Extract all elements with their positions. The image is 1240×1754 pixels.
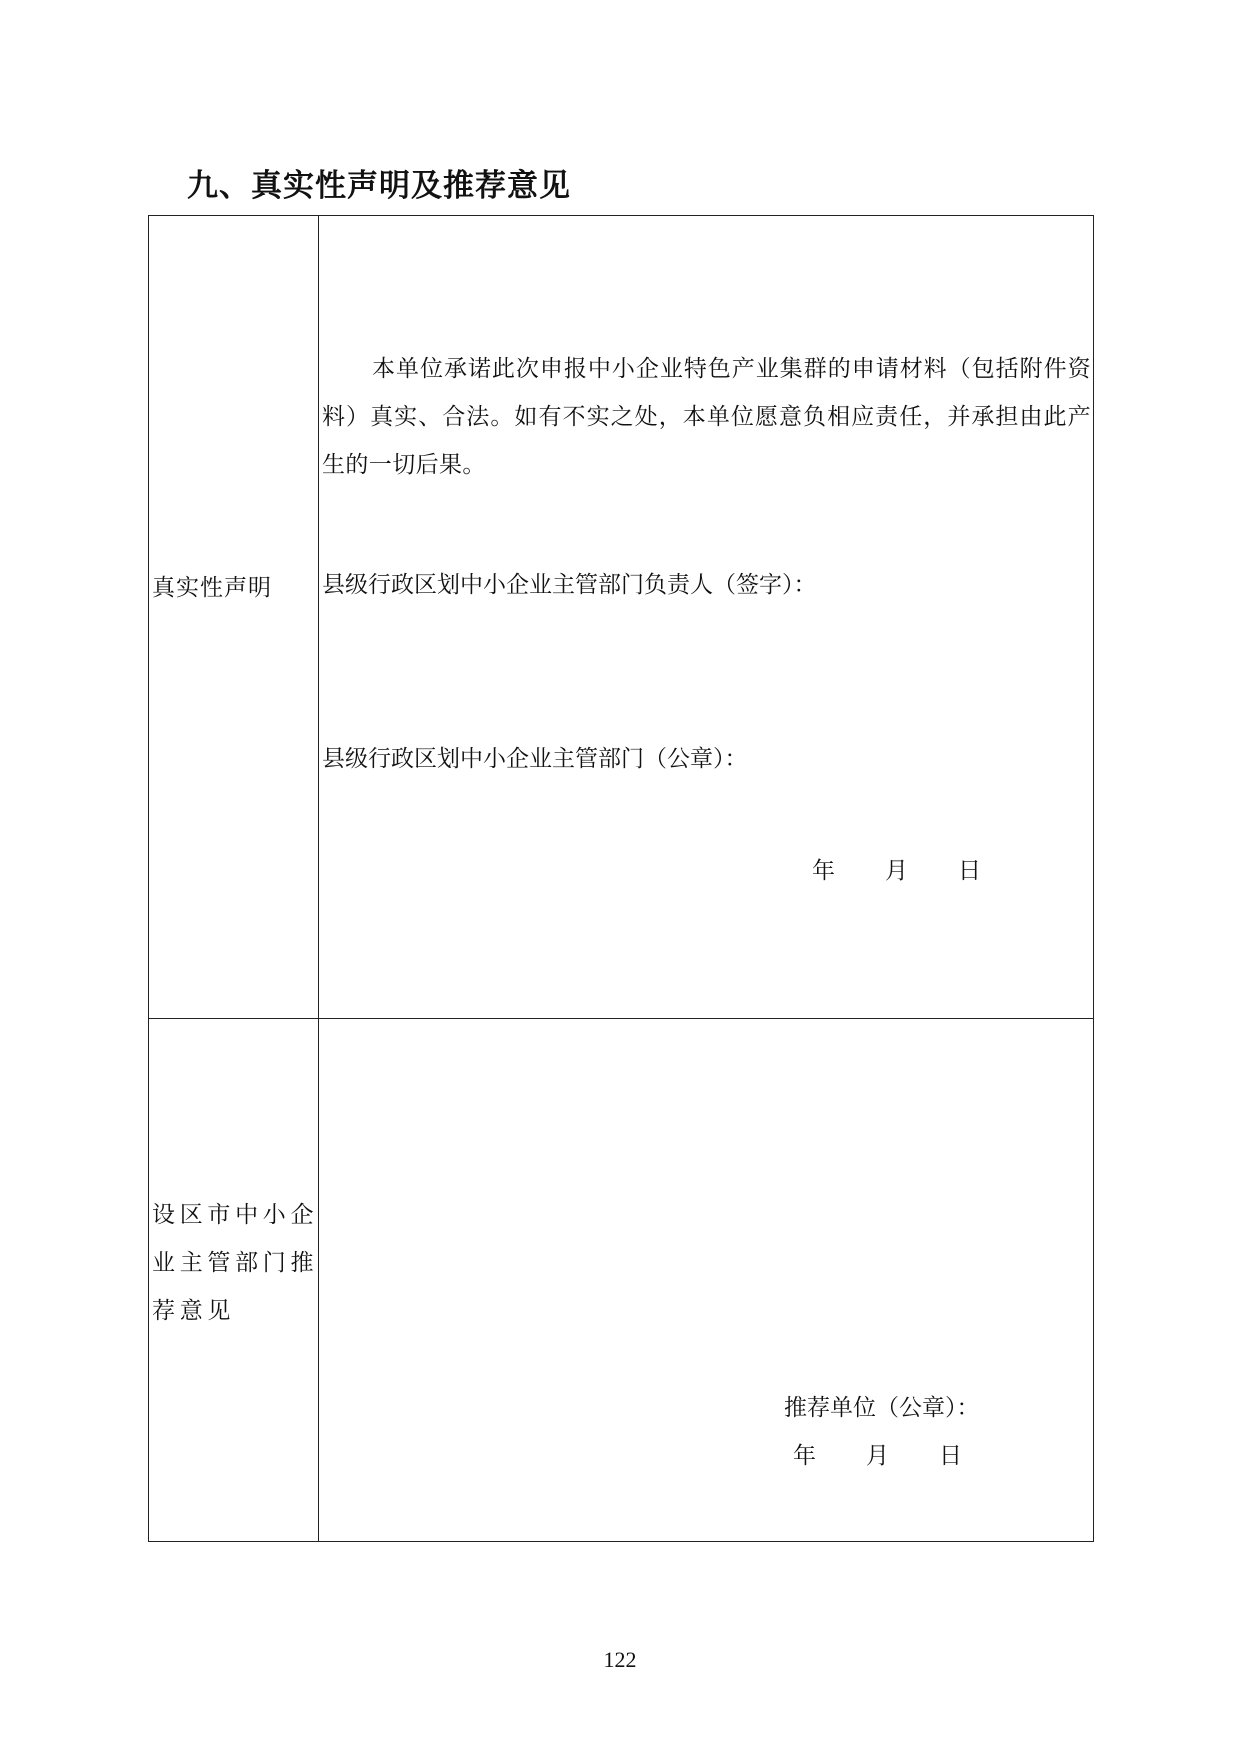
declaration-row <box>149 216 1094 1019</box>
recommendation-label-cell <box>149 1019 319 1542</box>
month-label: 月 <box>866 1443 889 1469</box>
recommendation-date <box>793 1445 962 1468</box>
section-title: 九、真实性声明及推荐意见 <box>187 168 571 204</box>
declaration-date <box>812 860 981 883</box>
declaration-content-cell <box>319 216 1094 1019</box>
declaration-form-table <box>148 215 1094 1542</box>
day-label: 日 <box>939 1443 962 1469</box>
year-label: 年 <box>812 858 835 884</box>
declaration-label: 真实性声明 <box>152 575 272 601</box>
recommendation-row <box>149 1019 1094 1542</box>
year-label: 年 <box>793 1443 816 1469</box>
signature-line: 县级行政区划中小企业主管部门负责人（签字）： <box>322 572 817 598</box>
page-number: 122 <box>603 1647 637 1672</box>
recommendation-content-cell <box>319 1019 1094 1542</box>
pledge-text: 本单位承诺此次申报中小企业特色产业集群的申请材料（包括附件资料）真实、合法。如有不实之处，本单位愿意负相应责任，并承担由此产生的一切后果。 <box>322 356 1091 478</box>
month-label: 月 <box>885 858 908 884</box>
recommendation-seal-line: 推荐单位（公章）： <box>784 1395 980 1421</box>
declaration-label-cell <box>149 216 319 1019</box>
day-label: 日 <box>958 858 981 884</box>
seal-line: 县级行政区划中小企业主管部门（公章）： <box>322 746 748 772</box>
recommendation-label: 设区市中小企业主管部门推荐意见 <box>152 1202 319 1324</box>
